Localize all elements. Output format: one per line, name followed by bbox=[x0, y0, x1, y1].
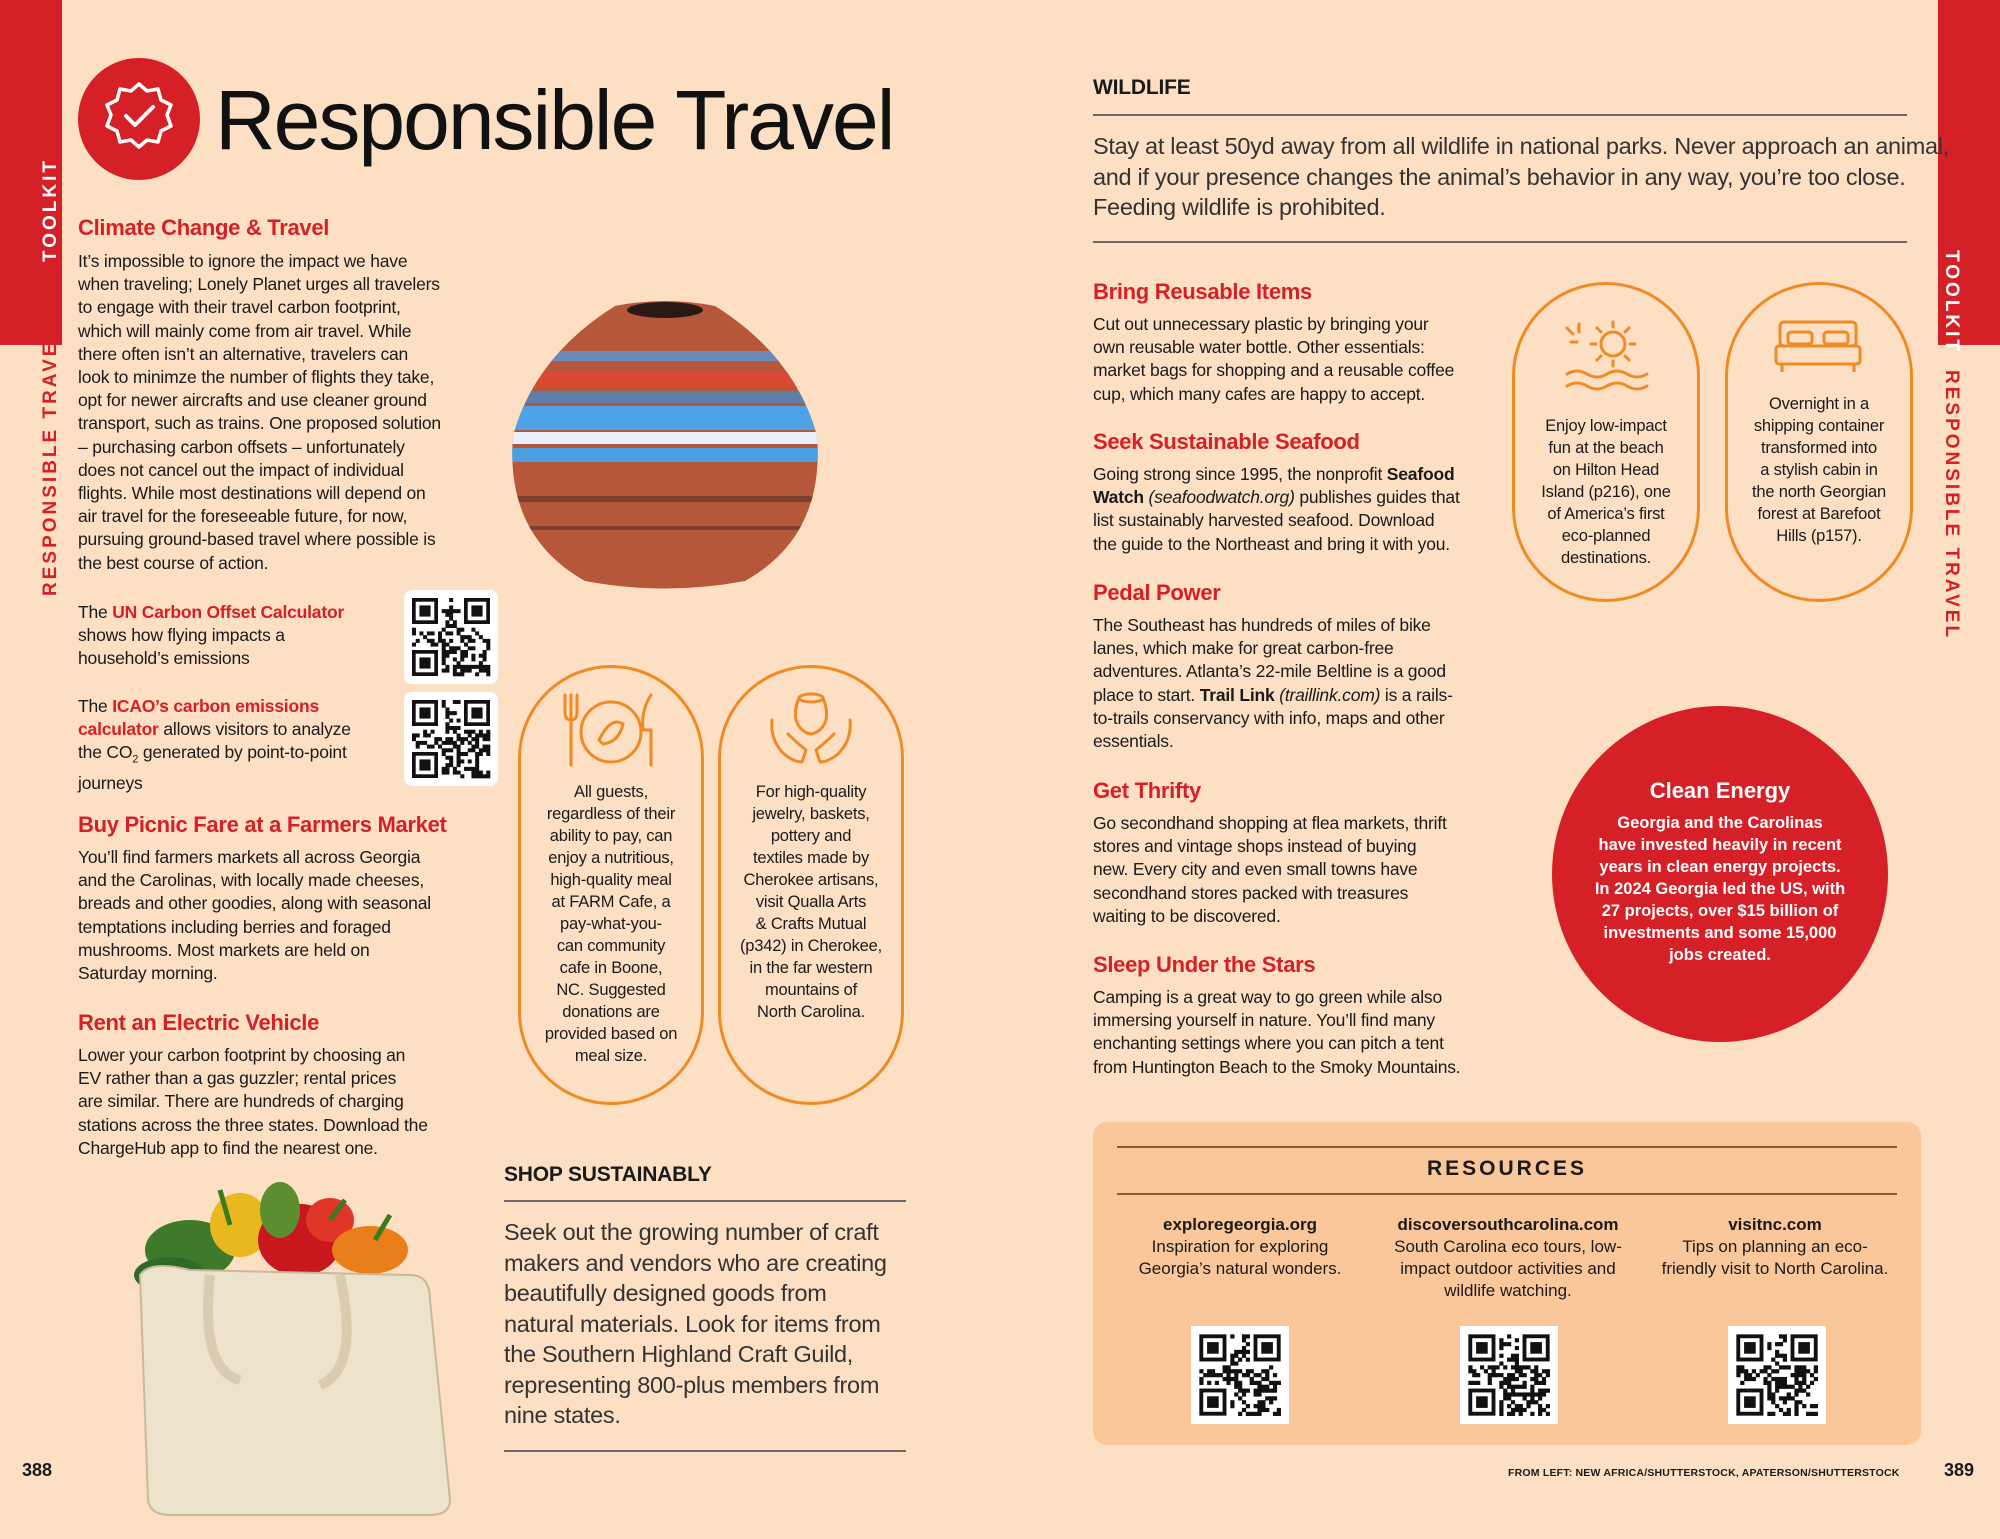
right-tab-label: TOOLKIT bbox=[1941, 250, 1962, 355]
exploregeorgia-link[interactable]: exploregeorgia.org bbox=[1163, 1215, 1317, 1234]
wildlife-heading: WILDLIFE bbox=[1093, 76, 1191, 99]
climate-body: It’s impossible to ignore the impact we have when traveling; Lonely Planet urges all travelers to engage with their travel carbon footprint, which will mainly come from air travel. While there often isn’t an alternative, travelers can look to minimze the number of flights they take, opt for newer aircrafts and use cleaner ground transport, such as trains. One proposed solution – purchasing carbon offsets – unfortunately does not cancel out the impact of individual flights. While most destinations will depend on air travel for the foreseeable future, for now, pursuing ground-based travel where possible is the best course of action. bbox=[78, 251, 441, 573]
resources-top-rule bbox=[1117, 1146, 1897, 1148]
stars-heading: Sleep Under the Stars bbox=[1093, 952, 1316, 977]
reusable-body: Cut out unnecessary plastic by bringing your own reusable water bottle. Other essentials: market bags for shopping and a reusable coffee cup, which many cafes are happy to accept. bbox=[1093, 314, 1455, 404]
thrifty-heading: Get Thrifty bbox=[1093, 778, 1201, 803]
picnic-heading: Buy Picnic Fare at a Farmers Market bbox=[78, 812, 447, 837]
wildlife-top-rule bbox=[1093, 114, 1907, 116]
tote-bag-vegetables-image bbox=[130, 1180, 460, 1525]
seafood-heading: Seek Sustainable Seafood bbox=[1093, 429, 1360, 454]
clean-energy-body: Georgia and the Carolinas have invested heavily in recent years in clean energy projects. In 2024 Georgia led the US, with 27 projects, over $15 billion of investments and some 15,000 jobs created. bbox=[1594, 814, 1846, 964]
icao-calculator-text: The ICAO’s carbon emissions calculator allows visitors to analyze the $CO_2$ generated by point-to-point journeys bbox=[78, 696, 351, 794]
shop-bottom-rule bbox=[504, 1450, 906, 1452]
picnic-body: You’ll find farmers markets all across Georgia and the Carolinas, with locally made cheeses, breads and other goodies, along with seasonal temptations including berries and foraged mushrooms. Most markets are held on Saturday morning. bbox=[78, 847, 431, 984]
reusable-heading: Bring Reusable Items bbox=[1093, 279, 1312, 304]
un-calculator-text: The UN Carbon Offset Calculator shows how flying impacts a household’s emissions bbox=[78, 602, 345, 669]
pottery-vase-image bbox=[505, 296, 825, 601]
icao-calculator-link[interactable]: ICAO’s carbon emissions bbox=[112, 696, 319, 716]
sun-waves-icon bbox=[1563, 316, 1649, 401]
wildlife-body: Stay at least 50yd away from all wildlife in national parks. Never approach an animal, and if your presence changes the animal’s behavior in any way, you’re too close. Feeding wildlife is prohibited. bbox=[1093, 133, 1949, 220]
resource-discoversouthcarolina: discoversouthcarolina.com South Carolina eco tours, low- impact outdoor activities and wildlife watching. bbox=[1378, 1214, 1638, 1302]
climate-heading: Climate Change & Travel bbox=[78, 215, 330, 240]
qr-code-visitnc[interactable] bbox=[1728, 1326, 1826, 1424]
left-tab-label: TOOLKIT bbox=[40, 157, 61, 262]
page-title: Responsible Travel bbox=[215, 73, 894, 167]
stars-body: Camping is a great way to go green while also immersing yourself in nature. You’ll find many enchanting settings where you can pitch a tent from Huntington Beach to the Smoky Mountains. bbox=[1093, 987, 1461, 1077]
seafoodwatch-link[interactable]: (seafoodwatch.org) bbox=[1143, 487, 1295, 508]
visitnc-link[interactable]: visitnc.com bbox=[1728, 1215, 1822, 1234]
resources-heading: RESOURCES bbox=[1426, 1157, 1588, 1180]
clean-energy-heading: Clean Energy bbox=[1649, 778, 1791, 803]
ev-heading: Rent an Electric Vehicle bbox=[78, 1010, 320, 1035]
qualla-arts-text: For high-quality jewelry, baskets, pottery and textiles made by Cherokee artisans, visit Qualla Arts & Crafts Mutual (p342) in Cherokee, in the far western mountains of North Carolina. bbox=[739, 783, 883, 1021]
resource-exploregeorgia: exploregeorgia.org Inspiration for exploring Georgia’s natural wonders. bbox=[1120, 1214, 1360, 1280]
shop-top-rule bbox=[504, 1200, 906, 1202]
photo-credit: FROM LEFT: NEW AFRICA/SHUTTERSTOCK, APATERSON/SHUTTERSTOCK bbox=[1508, 1467, 1900, 1479]
seafood-body: Going strong since 1995, the nonprofit Seafood Watch (seafoodwatch.org) publishes guides that list sustainably harvested seafood. Download the guide to the Northeast and bring it with you. bbox=[1093, 464, 1460, 554]
qr-code-un[interactable] bbox=[404, 590, 498, 684]
resources-bottom-rule bbox=[1117, 1193, 1897, 1195]
ev-body: Lower your carbon footprint by choosing an EV rather than a gas guzzler; rental prices are similar. There are hundreds of charging stations across the three states. Download the ChargeHub app to find the nearest one. bbox=[78, 1045, 428, 1158]
left-section-label: RESPONSIBLE TRAVEL bbox=[40, 325, 61, 596]
bed-icon bbox=[1774, 318, 1862, 379]
qr-code-exploregeorgia[interactable] bbox=[1191, 1326, 1289, 1424]
barefoot-hills-text: Overnight in a shipping container transformed into a stylish cabin in the north Georgian forest at Barefoot Hills (p157). bbox=[1752, 395, 1886, 545]
qr-code-discoversouthcarolina[interactable] bbox=[1460, 1326, 1558, 1424]
discoversouthcarolina-link[interactable]: discoversouthcarolina.com bbox=[1397, 1215, 1619, 1234]
un-calculator-link[interactable]: UN Carbon Offset Calculator bbox=[112, 602, 345, 622]
pedal-body: The Southeast has hundreds of miles of bike lanes, which make for great carbon-free adventures. Atlanta’s 22-mile Beltline is a good place to start. Trail Link (traillink.com) is a rails- to-trails conservancy with info, maps and other essentials. bbox=[1093, 615, 1453, 752]
traillink-link[interactable]: (traillink.com) bbox=[1274, 684, 1381, 705]
hilton-head-text: Enjoy low-impact fun at the beach on Hilton Head Island (p216), one of America’s first eco-planned destinations. bbox=[1541, 417, 1671, 567]
wildlife-bottom-rule bbox=[1093, 241, 1907, 243]
farm-cafe-text: All guests, regardless of their ability to pay, can enjoy a nutritious, high-quality meal at FARM Cafe, a pay-what-you- can community cafe in Boone, NC. Suggested donations are provided based on meal size. bbox=[544, 783, 678, 1065]
plate-fork-knife-icon bbox=[561, 690, 661, 775]
qr-code-icao[interactable] bbox=[404, 692, 498, 786]
resource-visitnc: visitnc.com Tips on planning an eco- friendly visit to North Carolina. bbox=[1650, 1214, 1900, 1280]
hands-pot-icon bbox=[766, 690, 856, 780]
shop-body: Seek out the growing number of craft makers and vendors who are creating beautifully designed goods from natural materials. Look for items from the Southern Highland Craft Guild, representing 800-plus members from nine states. bbox=[504, 1219, 887, 1428]
pedal-heading: Pedal Power bbox=[1093, 580, 1221, 605]
thrifty-body: Go secondhand shopping at flea markets, thrift stores and vintage shops instead of buying new. Every city and even small towns have secondhand stores packed with treasures waiting to be discovered. bbox=[1093, 813, 1447, 926]
badge-check-icon bbox=[78, 58, 200, 180]
page-number-right: 389 bbox=[1944, 1460, 1975, 1480]
right-section-label: RESPONSIBLE TRAVEL bbox=[1941, 370, 1962, 641]
shop-heading: SHOP SUSTAINABLY bbox=[504, 1163, 712, 1186]
page-number-left: 388 bbox=[22, 1460, 53, 1480]
